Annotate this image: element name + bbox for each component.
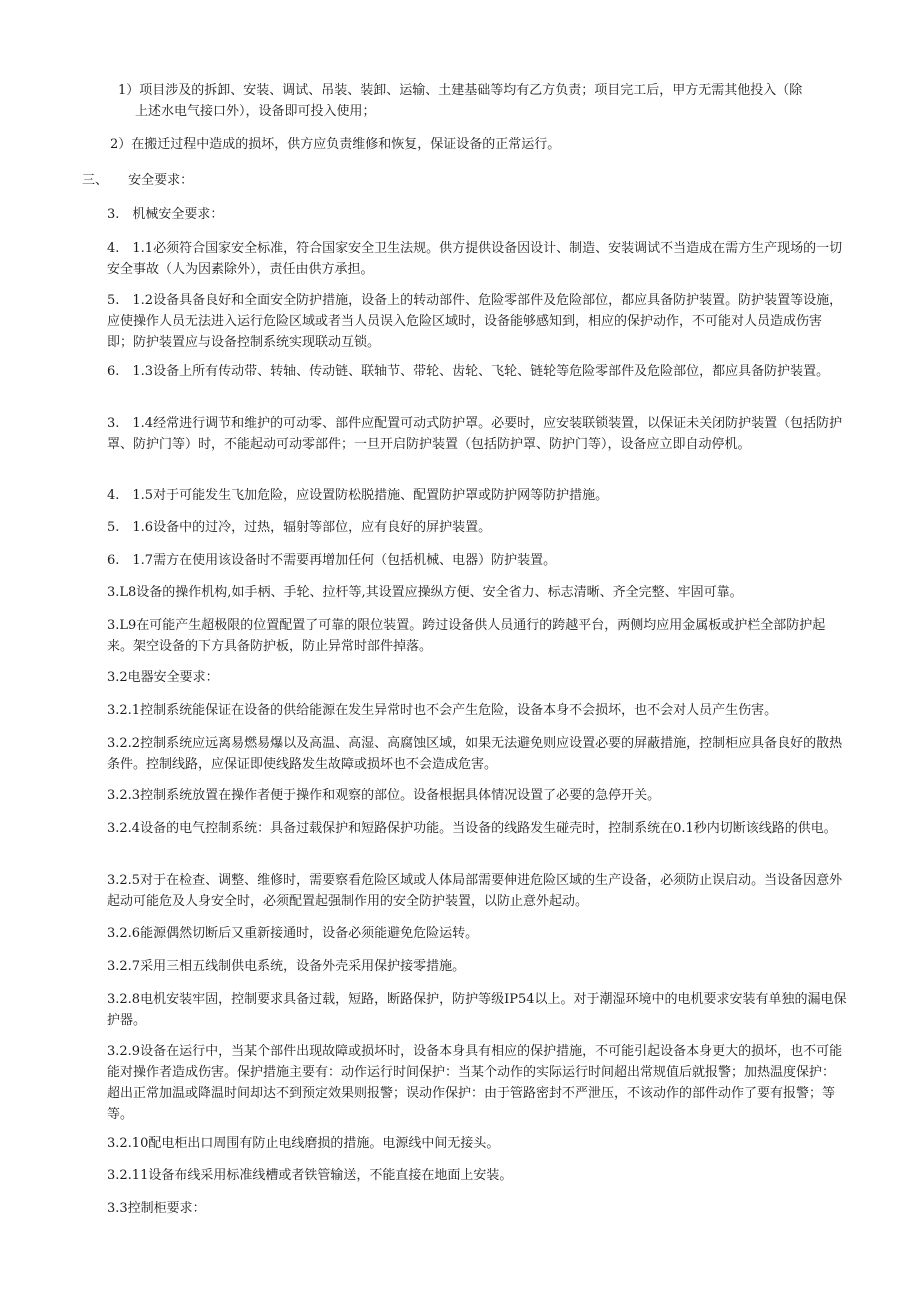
paragraph-1-3: 6. 1.3设备上所有传动带、转轴、传动链、联轴节、带轮、齿轮、飞轮、链轮等危险零部件及危险部位，都应具备防护装置。 xyxy=(107,364,830,379)
paragraph-3-2-5: 3.2.5对于在检查、调整、维修时，需要察看危险区域或人体局部需要伸进危险区域的生产设备，必须防止误启动。当设备因意外起动可能危及人身安全时，必须配置起强制作用的安全防护装置，以防止意外起动。 xyxy=(107,873,843,909)
paragraph-1-4: 3. 1.4经常进行调节和维护的可动零、部件应配置可动式防护罩。必要时，应安装联锁装置，以保证未关闭防护装置（包括防护罩、防护门等）时，不能起动可动零部件；一旦开启防护装置（包括防护罩、防护门等），设备应立即自动停机。 xyxy=(107,416,843,452)
paragraph-3-2-9: 3.2.9设备在运行中，当某个部件出现故障或损坏时，设备本身具有相应的保护措施，不可能引起设备本身更大的损坏，也不可能能对操作者造成伤害。保护措施主要有：动作运行时间保护：当某个动作的实际运行时间超出常规值后就报警；加热温度保护：超出正常加温或降温时间却达不到预定效果则报警；误动作保护：由于管路密封不严泄压，不该动作的部件动作了要有报警；等等。 xyxy=(107,1044,843,1122)
paragraph-1-1: 4. 1.1必须符合国家安全标准，符合国家安全卫生法规。供方提供设备因设计、制造、安装调试不当造成在需方生产现场的一切安全事故（人为因素除外），责任由供方承担。 xyxy=(107,241,843,277)
paragraph-control-cabinet-title: 3.3控制柜要求： xyxy=(107,1201,206,1216)
paragraph-1-5: 4. 1.5对于可能发生飞加危险，应设置防松脱措施、配置防护罩或防护网等防护措施。 xyxy=(107,488,609,503)
paragraph-elec-title: 3.2电器安全要求： xyxy=(107,670,219,685)
section-heading xyxy=(82,170,193,191)
list-item-1 xyxy=(118,80,848,122)
list-item-2: 2）在搬迁过程中造成的损坏，供方应负责维修和恢复，保证设备的正常运行。 xyxy=(110,137,561,152)
paragraph-3-2-8: 3.2.8电机安装牢固，控制要求具备过载，短路，断路保护，防护等级IP54以上。对于潮湿环境中的电机要求安装有单独的漏电保护器。 xyxy=(107,992,847,1028)
list-item-1-line1: 1）项目涉及的拆卸、安装、调试、吊装、装卸、运输、土建基础等均有乙方负责；项目完工后，甲方无需其他投入（除 xyxy=(118,83,803,98)
section-title: 安全要求： xyxy=(128,173,194,188)
paragraph-3-2-7: 3.2.7采用三相五线制供电系统，设备外壳采用保护接零措施。 xyxy=(107,959,466,974)
paragraph-mech-title: 3. 机械安全要求： xyxy=(107,207,224,222)
paragraph-3-2-4: 3.2.4设备的电气控制系统：具备过载保护和短路保护功能。当设备的线路发生碰壳时，控制系统在0.1秒内切断该线路的供电。 xyxy=(107,821,837,836)
paragraph-3-2-3: 3.2.3控制系统放置在操作者便于操作和观察的部位。设备根据具体情况设置了必要的急停开关。 xyxy=(107,788,661,803)
paragraph-1-7: 6. 1.7需方在使用该设备时不需要再增加任何（包括机械、电器）防护装置。 xyxy=(107,553,557,568)
paragraph-3-2-1: 3.2.1控制系统能保证在设备的供给能源在发生异常时也不会产生危险，设备本身不会损坏，也不会对人员产生伤害。 xyxy=(107,703,778,718)
paragraph-1-8: 3.L8设备的操作机构,如手柄、手轮、拉杆等,其设置应操纵方便、安全省力、标志清晰、齐全完整、牢固可靠。 xyxy=(107,585,743,600)
list-item-1-line2: 上述水电气接口外），设备即可投入使用； xyxy=(135,104,376,119)
paragraph-3-2-6: 3.2.6能源偶然切断后又重新接通时，设备必须能避免危险运转。 xyxy=(107,926,479,941)
paragraph-1-6: 5. 1.6设备中的过冷，过热，辐射等部位，应有良好的屏护装置。 xyxy=(107,520,492,535)
paragraph-1-2: 5. 1.2设备具备良好和全面安全防护措施，设备上的转动部件、危险零部件及危险部位，都应具备防护装置。防护装置等设施，应使操作人员无法进入运行危险区域或者当人员误入危险区域时，设备能够感知到，相应的保护动作，不可能对人员造成伤害即；防护装置应与设备控制系统实现联动互锁。 xyxy=(107,293,843,350)
paragraph-3-2-10: 3.2.10配电柜出口周围有防止电线磨损的措施。电源线中间无接头。 xyxy=(107,1136,500,1151)
paragraph-3-2-2: 3.2.2控制系统应远离易燃易爆以及高温、高湿、高腐蚀区域，如果无法避免则应设置必要的屏蔽措施，控制柜应具备良好的散热条件。控制线路，应保证即使线路发生故障或损坏也不会造成危害。 xyxy=(107,736,843,772)
paragraph-1-9: 3.L9在可能产生超极限的位置配置了可靠的限位装置。跨过设备供人员通行的跨越平台，两侧均应用金属板或护栏全部防护起来。架空设备的下方具备防护板，防止异常时部件掉落。 xyxy=(107,618,826,654)
section-number: 三、 xyxy=(82,173,109,188)
paragraph-3-2-11: 3.2.11设备布线采用标准线槽或者铁管输送，不能直接在地面上安装。 xyxy=(107,1168,513,1183)
